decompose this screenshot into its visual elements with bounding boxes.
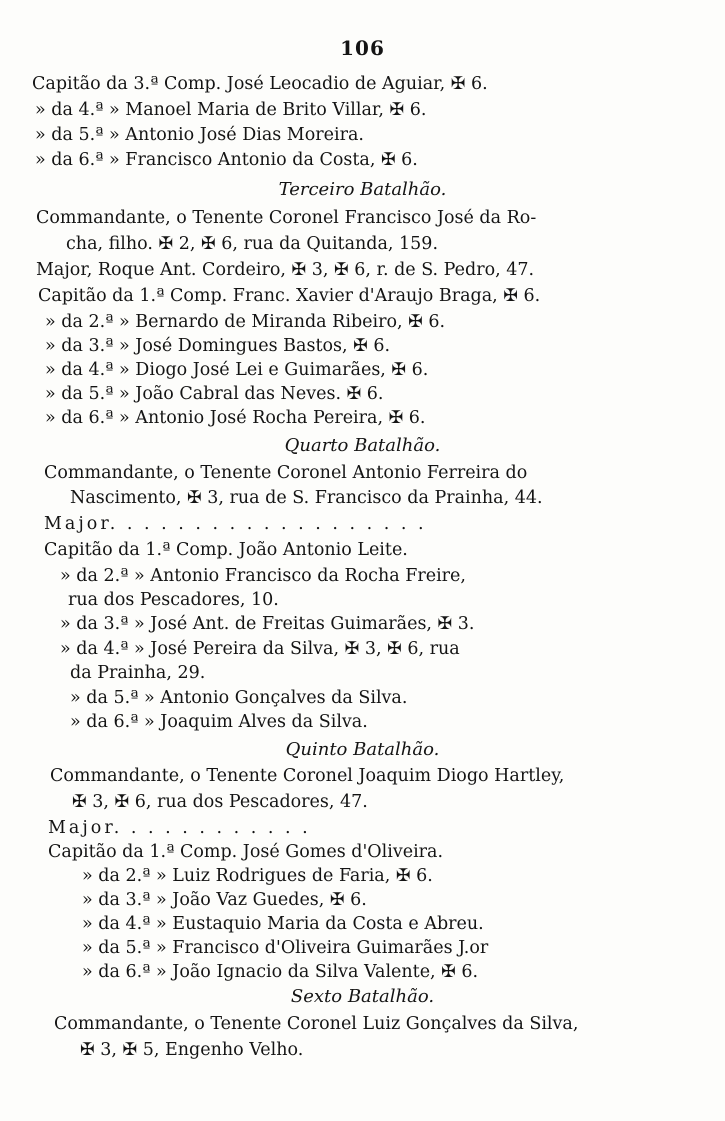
text-line: » da 2.ª » Luiz Rodrigues de Faria, ✠ 6. xyxy=(82,866,433,886)
text-line: Major. . . . . . . . . . . . . . . . . . . xyxy=(44,514,427,534)
text-line: » da 2.ª » Antonio Francisco da Rocha Freire, xyxy=(60,566,466,586)
text-line: da Prainha, 29. xyxy=(70,663,206,683)
text-line: Commandante, o Tenente Coronel Luiz Gonçalves da Silva, xyxy=(54,1014,579,1034)
text-line: » da 2.ª » Bernardo de Miranda Ribeiro, ✠ 6. xyxy=(45,312,446,332)
text-line: Capitão da 1.ª Comp. José Gomes d'Oliveira. xyxy=(48,842,444,862)
text-line: Capitão da 3.ª Comp. José Leocadio de Aguiar, ✠ 6. xyxy=(32,74,488,94)
text-line: » da 4.ª » José Pereira da Silva, ✠ 3, ✠ 6, rua xyxy=(60,639,460,659)
text-line: » da 5.ª » Antonio Gonçalves da Silva. xyxy=(70,688,408,708)
text-line: » da 6.ª » Francisco Antonio da Costa, ✠ 6. xyxy=(35,150,418,170)
text-line: Major. . . . . . . . . . . . xyxy=(48,818,311,838)
text-line: » da 3.ª » José Ant. de Freitas Guimarães, ✠ 3. xyxy=(60,614,475,634)
page-number: 106 xyxy=(340,36,385,60)
text-line: » da 6.ª » Joaquim Alves da Silva. xyxy=(70,712,368,732)
text-line: » da 5.ª » Antonio José Dias Moreira. xyxy=(35,125,364,145)
text-line: Capitão da 1.ª Comp. João Antonio Leite. xyxy=(44,540,408,560)
section-heading: Quarto Batalhão. xyxy=(284,435,441,456)
text-line: » da 6.ª » João Ignacio da Silva Valente, ✠ 6. xyxy=(82,962,479,982)
text-line: » da 4.ª » Manoel Maria de Brito Villar, ✠ 6. xyxy=(35,100,427,120)
section-heading: Quinto Batalhão. xyxy=(285,739,440,760)
text-line: » da 5.ª » Francisco d'Oliveira Guimarães J.or xyxy=(82,938,489,958)
text-line: » da 4.ª » Diogo José Lei e Guimarães, ✠ 6. xyxy=(45,360,429,380)
text-line: Commandante, o Tenente Coronel Antonio Ferreira do xyxy=(44,463,528,483)
text-line: Commandante, o Tenente Coronel Francisco José da Ro- xyxy=(36,208,537,228)
text-line: Capitão da 1.ª Comp. Franc. Xavier d'Araujo Braga, ✠ 6. xyxy=(38,286,541,306)
text-line: » da 5.ª » João Cabral das Neves. ✠ 6. xyxy=(45,384,384,404)
text-line: Commandante, o Tenente Coronel Joaquim Diogo Hartley, xyxy=(50,766,565,786)
text-line: ✠ 3, ✠ 5, Engenho Velho. xyxy=(80,1040,304,1060)
section-heading: Sexto Batalhão. xyxy=(290,986,435,1007)
text-line: rua dos Pescadores, 10. xyxy=(68,590,279,610)
text-line: Nascimento, ✠ 3, rua de S. Francisco da Prainha, 44. xyxy=(70,488,543,508)
text-line: » da 4.ª » Eustaquio Maria da Costa e Abreu. xyxy=(82,914,484,934)
text-line: » da 3.ª » João Vaz Guedes, ✠ 6. xyxy=(82,890,367,910)
text-line: » da 3.ª » José Domingues Bastos, ✠ 6. xyxy=(45,336,391,356)
text-line: ✠ 3, ✠ 6, rua dos Pescadores, 47. xyxy=(72,792,368,812)
text-line: Major, Roque Ant. Cordeiro, ✠ 3, ✠ 6, r. de S. Pedro, 47. xyxy=(36,260,535,280)
text-line: » da 6.ª » Antonio José Rocha Pereira, ✠ 6. xyxy=(45,408,426,428)
text-line: cha, filho. ✠ 2, ✠ 6, rua da Quitanda, 159. xyxy=(66,234,439,254)
section-heading: Terceiro Batalhão. xyxy=(278,179,447,200)
